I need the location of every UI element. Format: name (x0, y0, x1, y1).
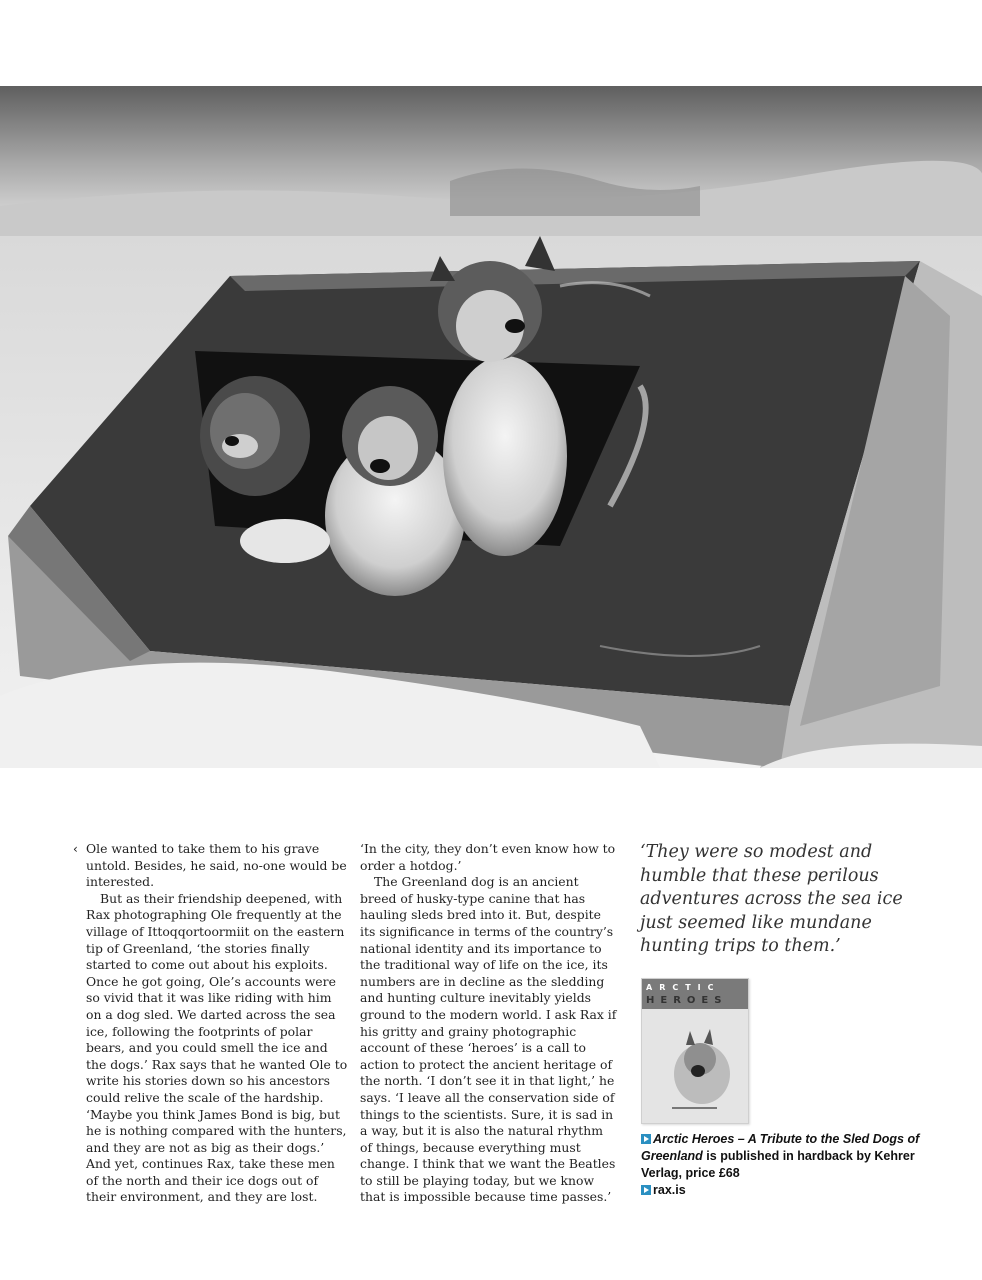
column2-paragraph-1: ‘In the city, they don’t even know how to order a hotdog.’ (360, 841, 616, 873)
article-column-1 (73, 841, 348, 1206)
column1-paragraph-1: Ole wanted to take them to his grave untold. Besides, he said, no-one would be interested. (86, 841, 347, 890)
column1-paragraph-2: But as their friendship deepened, with Rax photographing Ole frequently at the village of Ittoqqortoormiit on the eastern tip of Greenland, ‘the stories finally started to come out about his exploits. Once he got going, Ole’s accounts were so vivid that it was like riding with him on a dog sled. We darted across the sea ice, following the footprints of polar bears, and you could smell the ice and the dogs.’ Rax says that he wanted Ole to write his stories down so his ancestors could relive the scale of the hardship. ‘Maybe you think James Bond is big, but he is nothing compared with the hunters, and they are not as big as their dogs.’ And yet, continues Rax, take these men of the north and their ice dogs out of their environment, and they are lost. (86, 890, 348, 1205)
column2-paragraph-2: The Greenland dog is an ancient breed of husky-type canine that has hauling sleds bred into it. But, despite its significance in terms of the country’s national identity and its importance to the traditional way of life on the ice, its numbers are in decline as the sledding and hunting culture inevitably yields ground to the modern world. I ask Rax if his gritty and grainy photographic account of these ‘heroes’ is a call to action to protect the ancient heritage of the north. ‘I don’t see it in that light,’ he says. ‘I leave all the conservation side of things to the scientists. Sure, it is sad in a way, but it is also the natural rhythm of things, because everything must change. I think that we want the Beatles to still be playing today, but we know that is impossible because time passes.’ (360, 874, 617, 1205)
play-triangle-icon (641, 1185, 651, 1195)
puppy-left (200, 376, 310, 496)
book-title: Arctic Heroes – A Tribute to the Sled Dogs of Greenland (641, 1132, 920, 1163)
article-column-2 (360, 841, 618, 1206)
play-triangle-icon (641, 1134, 651, 1144)
book-cover-image (641, 978, 749, 1124)
pull-quote: ‘They were so modest and humble that these perilous adventures across the sea ice just seemed like mundane hunting trips to them.’ (640, 842, 903, 956)
continued-arrow-icon: ‹ (73, 842, 78, 856)
book-cover-title-line2: HEROES (646, 995, 728, 1006)
book-cover-title-line1: ARCTIC (646, 983, 721, 992)
website-link[interactable]: rax.is (653, 1183, 686, 1197)
hero-photo (0, 86, 982, 768)
book-details: is published in hardback by Kehrer Verlag, price £68 (641, 1149, 915, 1180)
book-caption (641, 1131, 921, 1199)
